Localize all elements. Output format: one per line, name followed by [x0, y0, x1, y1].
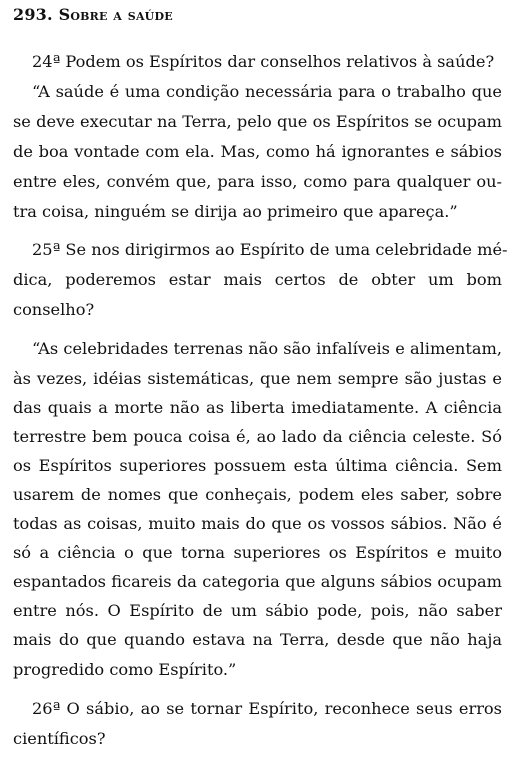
section-number: 293. [13, 5, 53, 24]
answer-25-line-9: espantados ficareis da categoria que alguns sábios ocupam [13, 572, 502, 591]
section-heading [13, 5, 173, 24]
answer-24-line-1: “A saúde é uma condição necessária para o trabalho que [32, 82, 502, 101]
answer-24-line-2: se deve executar na Terra, pelo que os Espíritos se ocupam [13, 112, 502, 131]
answer-25-line-2: às vezes, idéias sistemáticas, que nem sempre são justas e [13, 369, 502, 388]
answer-25-line-3: das quais a morte não as liberta imediatamente. A ciência [13, 398, 502, 417]
section-title: Sobre a saúde [58, 5, 173, 24]
answer-25-line-10: entre nós. O Espírito de um sábio pode, pois, não saber [13, 601, 502, 620]
answer-25-line-7: todas as coisas, muito mais do que os vossos sábios. Não é [13, 514, 502, 533]
question-24-line-1: 24ª Podem os Espíritos dar conselhos relativos à saúde? [32, 52, 495, 71]
answer-24-line-4: entre eles, convém que, para isso, como para qualquer ou- [13, 172, 502, 191]
answer-25-line-11: mais do que quando estava na Terra, desde que não haja [13, 630, 502, 649]
answer-25-line-6: usarem de nomes que conheçais, podem eles saber, sobre [13, 485, 502, 504]
answer-25-line-1: “As celebridades terrenas não são infalíveis e alimentam, [32, 339, 502, 358]
answer-25-line-5: os Espíritos superiores possuem esta última ciência. Sem [13, 456, 502, 475]
answer-24-line-5: tra coisa, ninguém se dirija ao primeiro que apareça.” [13, 202, 458, 221]
question-26-line-2: científicos? [13, 729, 106, 748]
answer-25-line-8: só a ciência o que torna superiores os Espíritos e muito [13, 543, 502, 562]
answer-24-line-3: de boa vontade com ela. Mas, como há ignorantes e sábios [13, 142, 502, 161]
question-25-line-3: conselho? [13, 300, 95, 319]
question-25-line-1: 25ª Se nos dirigirmos ao Espírito de uma celebridade mé- [32, 240, 508, 259]
answer-25-line-4: terrestre bem pouca coisa é, ao lado da ciência celeste. Só [13, 427, 502, 446]
question-25-line-2: dica, poderemos estar mais certos de obter um bom [13, 270, 502, 289]
answer-25-line-12: progredido como Espírito.” [13, 660, 237, 679]
question-26-line-1: 26ª O sábio, ao se tornar Espírito, reconhece seus erros [32, 699, 502, 718]
